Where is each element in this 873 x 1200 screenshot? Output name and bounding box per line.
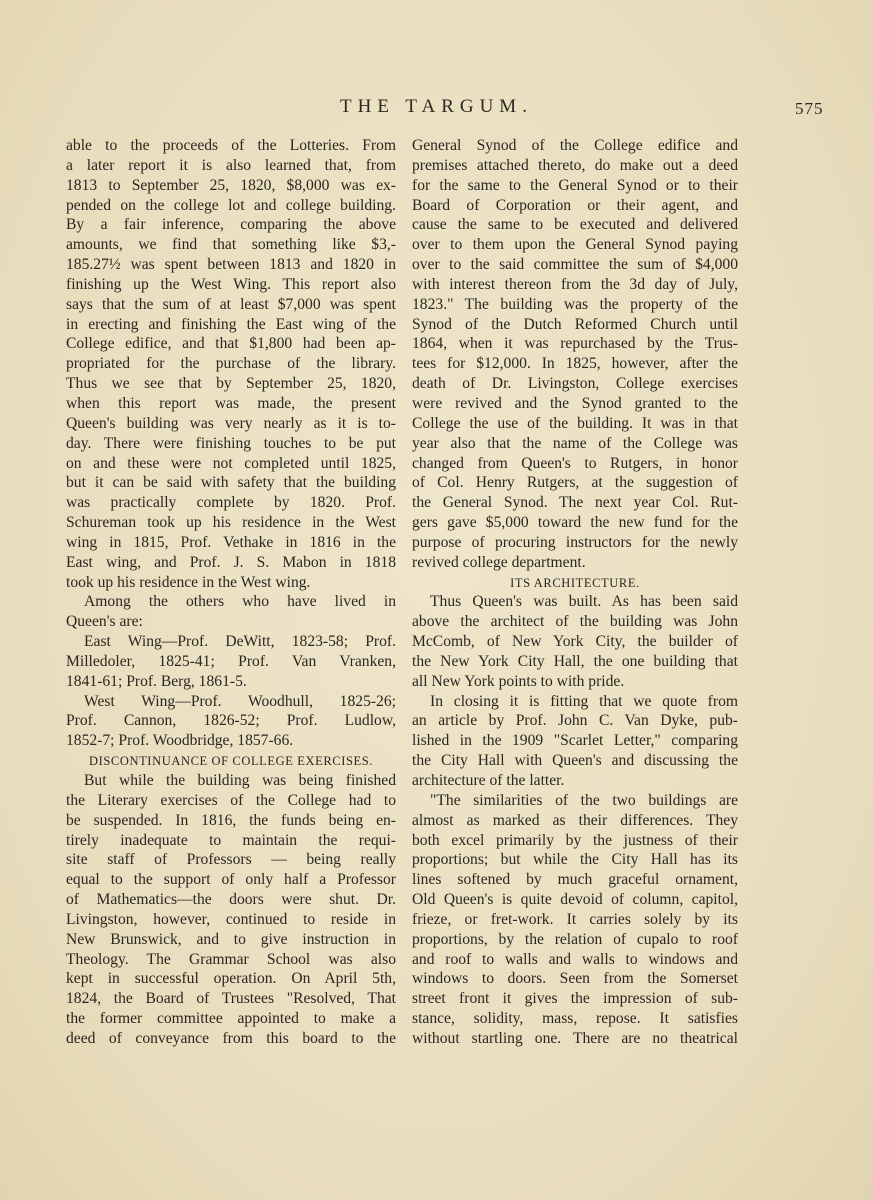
text-line: equal to the support of only half a Professor (66, 871, 396, 889)
text-line: kept in successful operation. On April 5th, (66, 970, 396, 988)
text-line: an article by Prof. John C. Van Dyke, pub- (412, 712, 738, 730)
text-line: in erecting and finishing the East wing of the (66, 315, 396, 333)
text-line: wing in 1815, Prof. Vethake in 1816 in the (66, 533, 396, 551)
text-line: Milledoler, 1825-41; Prof. Van Vranken, (66, 652, 396, 670)
text-line: Queen's are: (66, 613, 143, 631)
text-line: proportions, by the relation of cupalo to roof (412, 930, 738, 948)
text-line: was practically complete by 1820. Prof. (66, 494, 396, 512)
text-line: 1852-7; Prof. Woodbridge, 1857-66. (66, 732, 294, 750)
text-line: proportions; but while the City Hall has its (412, 851, 738, 869)
running-header-title: THE TARGUM. (340, 96, 533, 117)
text-line: Thus we see that by September 25, 1820, (66, 375, 396, 393)
text-line: 185.27½ was spent between 1813 and 1820 in (66, 256, 396, 274)
text-line: College edifice, and that $1,800 had been ap- (66, 335, 396, 353)
text-line: College the use of the building. It was in that (412, 414, 738, 432)
page-number: 575 (795, 99, 824, 118)
text-line: for the same to the General Synod or to their (412, 176, 738, 194)
section-heading (412, 573, 738, 593)
text-line: General Synod of the College edifice and (412, 137, 738, 154)
text-line: with interest thereon from the 3d day of July, (412, 275, 738, 293)
text-line: Among the others who have lived in (84, 593, 396, 611)
text-line: gers gave $5,000 toward the new fund for the (412, 514, 738, 532)
text-line: finishing up the West Wing. This report also (66, 275, 396, 293)
text-line: almost as marked as their differences. They (412, 811, 738, 829)
text-line: of Col. Henry Rutgers, at the suggestion of (412, 474, 738, 492)
text-line: stance, solidity, mass, repose. It satisfies (412, 1010, 738, 1028)
text-line: Schureman took up his residence in the West (66, 514, 396, 532)
text-line: tees for $12,000. In 1825, however, after the (412, 355, 738, 373)
text-line: Synod of the Dutch Reformed Church until (412, 315, 738, 333)
text-line: Livingston, however, continued to reside in (66, 910, 396, 928)
text-line: amounts, we find that something like $3,- (66, 236, 396, 254)
text-line: Old Queen's is quite devoid of column, capitol, (412, 891, 738, 909)
text-line: the City Hall with Queen's and discussing the (412, 752, 738, 770)
text-line: says that the sum of at least $7,000 was spent (66, 295, 396, 313)
text-line: but it can be said with safety that the building (66, 474, 396, 492)
text-line: lines softened by much graceful ornament, (412, 871, 738, 889)
text-line: and roof to walls and walls to windows and (412, 950, 738, 968)
text-line: above the architect of the building was John (412, 613, 738, 631)
text-line: took up his residence in the West wing. (66, 573, 311, 591)
text-line: Thus Queen's was built. As has been said (430, 593, 738, 611)
text-line: McComb, of New York City, the builder of (412, 633, 738, 651)
text-line: site staff of Professors — being really (66, 851, 396, 869)
text-line: But while the building was being finished (84, 772, 396, 789)
text-line: without startling one. There are no theatrical (412, 1029, 738, 1047)
text-line: all New York points to with pride. (412, 672, 625, 690)
text-line: the General Synod. The next year Col. Rut- (412, 494, 738, 512)
text-line: West Wing—Prof. Woodhull, 1825-26; (84, 692, 396, 710)
text-line: premises attached thereto, do make out a deed (412, 156, 738, 174)
text-line: the New York City Hall, the one building that (412, 652, 738, 670)
text-line: 1813 to September 25, 1820, $8,000 was ex- (66, 176, 396, 194)
text-line: windows to doors. Seen from the Somerset (412, 970, 738, 988)
text-line: Prof. Cannon, 1826-52; Prof. Ludlow, (66, 712, 396, 730)
text-line: were revived and the Synod granted to the (412, 394, 738, 412)
text-line: "The similarities of the two buildings are (430, 791, 738, 809)
text-line: East wing, and Prof. J. S. Mabon in 1818 (66, 553, 396, 571)
text-line: the former committee appointed to make a (66, 1010, 396, 1028)
text-line: on and these were not completed until 1825, (66, 454, 396, 472)
text-line: lished in the 1909 "Scarlet Letter," comparing (412, 732, 738, 750)
section-heading (66, 751, 396, 771)
text-line: death of Dr. Livingston, College exercises (412, 375, 738, 393)
text-line: purpose of procuring instructors for the newly (412, 533, 738, 551)
text-line: New Brunswick, and to give instruction in (66, 930, 396, 948)
section-heading-text: ITS ARCHITECTURE. (510, 575, 640, 590)
text-line: 1824, the Board of Trustees "Resolved, That (66, 990, 396, 1008)
text-line: be suspended. In 1816, the funds being en- (66, 811, 396, 829)
text-line: when this report was made, the present (66, 394, 396, 412)
text-line: cause the same to be executed and delivered (412, 216, 738, 234)
text-line: Queen's building was very nearly as it is to- (66, 414, 396, 432)
text-line: year also that the name of the College was (412, 434, 738, 452)
text-line: propriated for the purchase of the library. (66, 355, 396, 373)
text-line: both excel primarily by the justness of their (412, 831, 738, 849)
text-line: deed of conveyance from this board to the (66, 1029, 396, 1047)
text-line: In closing it is fitting that we quote from (430, 692, 738, 710)
text-line: over to the said committee the sum of $4,000 (412, 256, 738, 274)
text-line: Theology. The Grammar School was also (66, 950, 396, 968)
text-line: 1864, when it was repurchased by the Trus- (412, 335, 738, 353)
text-line: tirely inadequate to maintain the requi- (66, 831, 396, 849)
text-line: changed from Queen's to Rutgers, in honor (412, 454, 738, 472)
right-column (412, 136, 738, 1049)
text-line: Board of Corporation or their agent, and (412, 196, 738, 214)
text-line: revived college department. (412, 553, 586, 571)
text-line: street front it gives the impression of sub- (412, 990, 738, 1008)
text-line: 1823." The building was the property of the (412, 295, 738, 313)
text-line: able to the proceeds of the Lotteries. From (66, 137, 396, 154)
text-line: day. There were finishing touches to be put (66, 434, 396, 452)
text-line: of Mathematics—the doors were shut. Dr. (66, 891, 396, 909)
text-line: the Literary exercises of the College had to (66, 791, 396, 809)
left-column (66, 136, 396, 1049)
section-heading-text: DISCONTINUANCE OF COLLEGE EXERCISES. (88, 754, 374, 769)
text-line: over to them upon the General Synod paying (412, 236, 738, 254)
text-line: pended on the college lot and college building. (66, 196, 396, 214)
text-line: frieze, or fret-work. It carries solely by its (412, 910, 738, 928)
text-line: architecture of the latter. (412, 772, 565, 789)
text-line: 1841-61; Prof. Berg, 1861-5. (66, 672, 247, 690)
text-line: a later report it is also learned that, from (66, 156, 396, 174)
text-line: By a fair inference, comparing the above (66, 216, 396, 234)
text-line: East Wing—Prof. DeWitt, 1823-58; Prof. (84, 633, 396, 651)
